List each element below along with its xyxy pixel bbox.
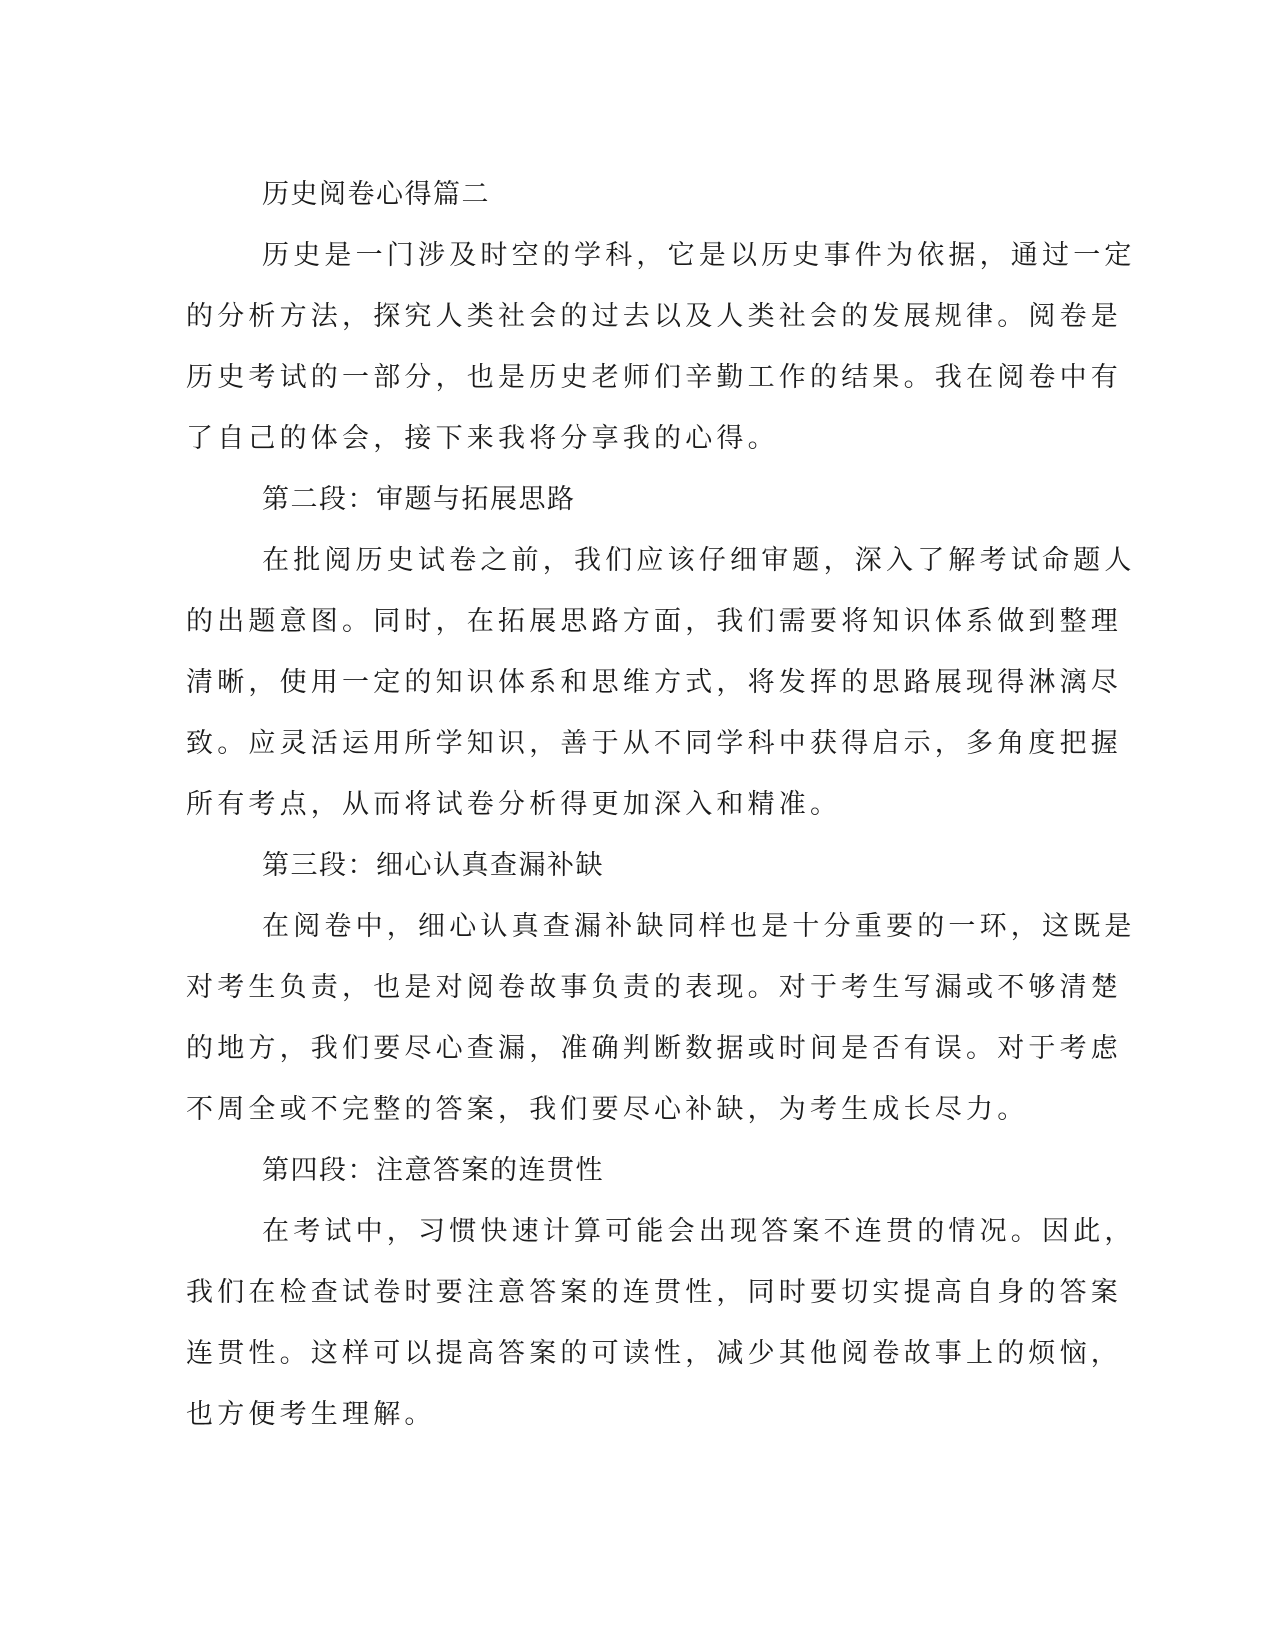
paragraph-line: 不周全或不完整的答案，我们要尽心补缺，为考生成长尽力。 [186,1094,1029,1125]
paragraph-section-3 [186,896,1136,1140]
document-body [186,164,1136,1445]
paragraph-line: 的出题意图。同时，在拓展思路方面，我们需要将知识体系做到整理 [186,606,1122,637]
paragraph-line: 清晰，使用一定的知识体系和思维方式，将发挥的思路展现得淋漓尽 [186,667,1122,698]
paragraph-line: 在阅卷中，细心认真查漏补缺同样也是十分重要的一环，这既是 [262,911,1136,942]
paragraph-line: 对考生负责，也是对阅卷故事负责的表现。对于考生写漏或不够清楚 [186,972,1122,1003]
paragraph-line: 的分析方法，探究人类社会的过去以及人类社会的发展规律。阅卷是 [186,301,1122,332]
paragraph-line: 历史考试的一部分，也是历史老师们辛勤工作的结果。我在阅卷中有 [186,362,1122,393]
paragraph-line: 在批阅历史试卷之前，我们应该仔细审题，深入了解考试命题人 [262,545,1136,576]
paragraph-line: 的地方，我们要尽心查漏，准确判断数据或时间是否有误。对于考虑 [186,1033,1122,1064]
paragraph-line: 连贯性。这样可以提高答案的可读性，减少其他阅卷故事上的烦恼， [186,1338,1122,1369]
section-heading: 第二段：审题与拓展思路 [262,484,576,515]
section-heading: 第三段：细心认真查漏补缺 [262,850,604,881]
paragraph-line: 在考试中，习惯快速计算可能会出现答案不连贯的情况。因此， [262,1216,1136,1247]
paragraph-line: 也方便考生理解。 [186,1399,436,1430]
paragraph-line: 致。应灵活运用所学知识，善于从不同学科中获得启示，多角度把握 [186,728,1122,759]
paragraph-section-2 [186,530,1136,835]
paragraph-line: 了自己的体会，接下来我将分享我的心得。 [186,423,779,454]
document-title: 历史阅卷心得篇二 [262,179,490,210]
paragraph-line: 所有考点，从而将试卷分析得更加深入和精准。 [186,789,842,820]
paragraph-line: 历史是一门涉及时空的学科，它是以历史事件为依据，通过一定 [262,240,1136,271]
paragraph-intro [186,225,1136,469]
section-heading: 第四段：注意答案的连贯性 [262,1155,604,1186]
paragraph-section-4 [186,1201,1136,1445]
paragraph-line: 我们在检查试卷时要注意答案的连贯性，同时要切实提高自身的答案 [186,1277,1122,1308]
